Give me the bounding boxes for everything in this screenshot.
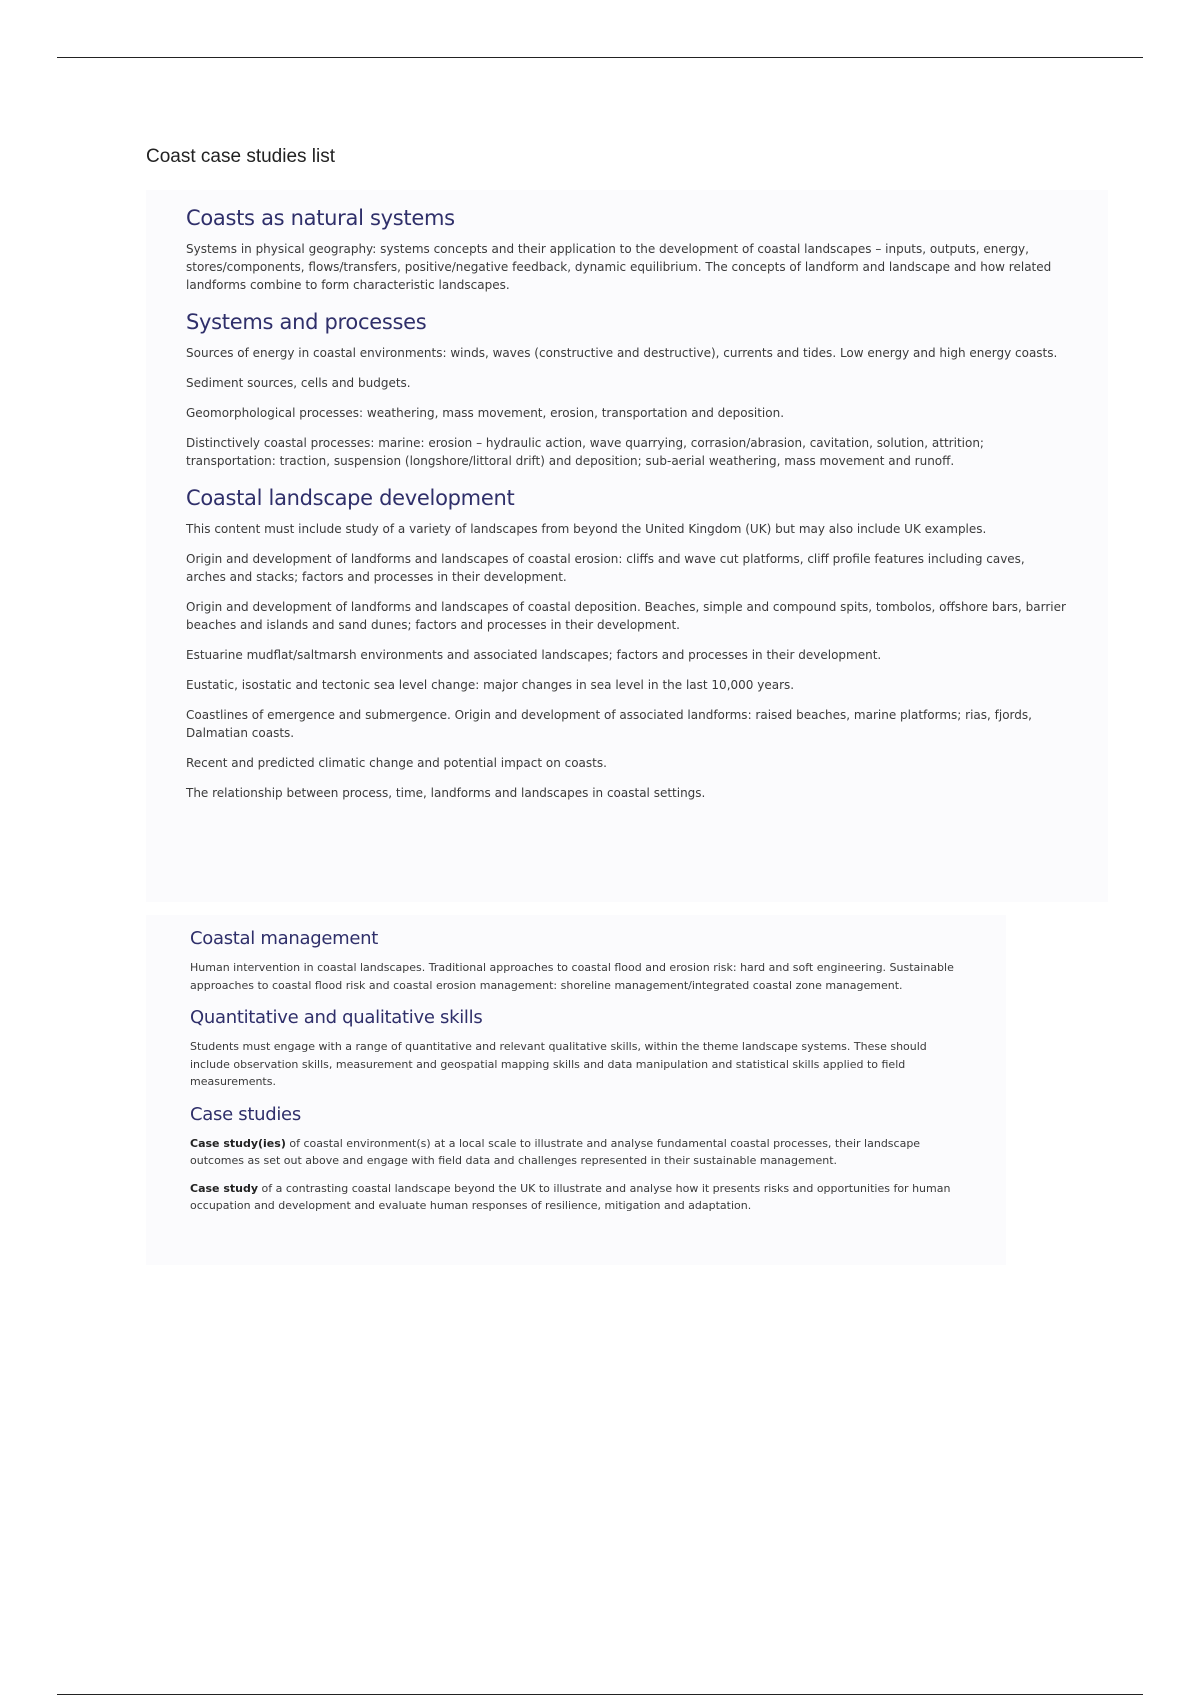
section-paragraph: Distinctively coastal processes: marine: erosion – hydraulic action, wave quarrying, corrasion/abrasion, cavitation, solution, attrition; transportation: traction, suspension (longshore/littoral drift) and deposition; sub-aerial weathering, mass movement and runoff. <box>186 436 984 468</box>
section-paragraph: Human intervention in coastal landscapes. Traditional approaches to coastal flood and erosion risk: hard and soft engineering. Sustainable approaches to coastal flood risk and coastal erosion management: shoreline management/integrated coastal zone management. <box>190 961 954 992</box>
section-paragraph: Coastlines of emergence and submergence. Origin and development of associated landforms: raised beaches, marine platforms; rias, fjords, Dalmatian coasts. <box>186 708 1032 740</box>
section-coastal-management <box>190 927 962 994</box>
case-study-contrasting-label: Case study <box>190 1181 259 1195</box>
spec-panel-management <box>146 915 1006 1265</box>
section-paragraph: Students must engage with a range of quantitative and relevant qualitative skills, within the theme landscape systems. These should include observation skills, measurement and geospatial mapping skills and data manipulation and statistical skills applied to field measurements. <box>190 1040 927 1088</box>
section-heading: Coasts as natural systems <box>186 206 455 230</box>
section-paragraph: Systems in physical geography: systems concepts and their application to the development of coastal landscapes – inputs, outputs, energy, stores/components, flows/transfers, positive/negative feedback, dynamic equilibrium. The concepts of landform and landscape and how related landforms combine to form characteristic landscapes. <box>186 242 1052 292</box>
section-paragraph: This content must include study of a variety of landscapes from beyond the United Kingdom (UK) but may also include UK examples. <box>186 522 987 536</box>
section-heading: Systems and processes <box>186 310 427 334</box>
case-study-local <box>190 1135 962 1170</box>
section-paragraph: Sediment sources, cells and budgets. <box>186 376 411 390</box>
section-paragraph: Origin and development of landforms and landscapes of coastal deposition. Beaches, simple and compound spits, tombolos, offshore bars, barrier beaches and islands and sand dunes; factors and processes in their development. <box>186 600 1066 632</box>
section-case-studies <box>190 1103 962 1215</box>
section-paragraph: Recent and predicted climatic change and potential impact on coasts. <box>186 756 607 770</box>
section-systems-processes <box>186 308 1068 470</box>
section-paragraph: Estuarine mudflat/saltmarsh environments and associated landscapes; factors and processes in their development. <box>186 648 882 662</box>
document-title: Coast case studies list <box>146 146 336 167</box>
section-paragraph: The relationship between process, time, landforms and landscapes in coastal settings. <box>186 786 706 800</box>
section-paragraph: Geomorphological processes: weathering, mass movement, erosion, transportation and deposition. <box>186 406 785 420</box>
case-study-local-label: Case study(ies) <box>190 1136 286 1150</box>
section-skills <box>190 1006 962 1091</box>
section-paragraph: Eustatic, isostatic and tectonic sea level change: major changes in sea level in the last 10,000 years. <box>186 678 795 692</box>
section-coasts-natural-systems <box>186 204 1068 294</box>
case-study-local-text: of coastal environment(s) at a local scale to illustrate and analyse fundamental coastal processes, their landscape outcomes as set out above and engage with field data and challenges represented in their sustainable management. <box>190 1136 921 1167</box>
section-heading: Quantitative and qualitative skills <box>190 1007 483 1028</box>
case-study-contrasting-text: of a contrasting coastal landscape beyond the UK to illustrate and analyse how it presents risks and opportunities for human occupation and development and evaluate human responses of resilience, mitigation and adaptation. <box>190 1181 951 1212</box>
section-landscape-development <box>186 484 1068 802</box>
section-heading: Case studies <box>190 1103 301 1125</box>
header-rule <box>57 57 1143 58</box>
case-study-contrasting <box>190 1180 962 1215</box>
section-heading: Coastal management <box>190 928 378 949</box>
section-paragraph: Sources of energy in coastal environments: winds, waves (constructive and destructive), currents and tides. Low energy and high energy coasts. <box>186 346 1058 360</box>
section-heading: Coastal landscape development <box>186 486 515 510</box>
spec-panel-landscape <box>146 190 1108 902</box>
footer-rule <box>57 1694 1143 1695</box>
section-paragraph: Origin and development of landforms and landscapes of coastal erosion: cliffs and wave cut platforms, cliff profile features including caves, arches and stacks; factors and processes in their development. <box>186 552 1025 584</box>
